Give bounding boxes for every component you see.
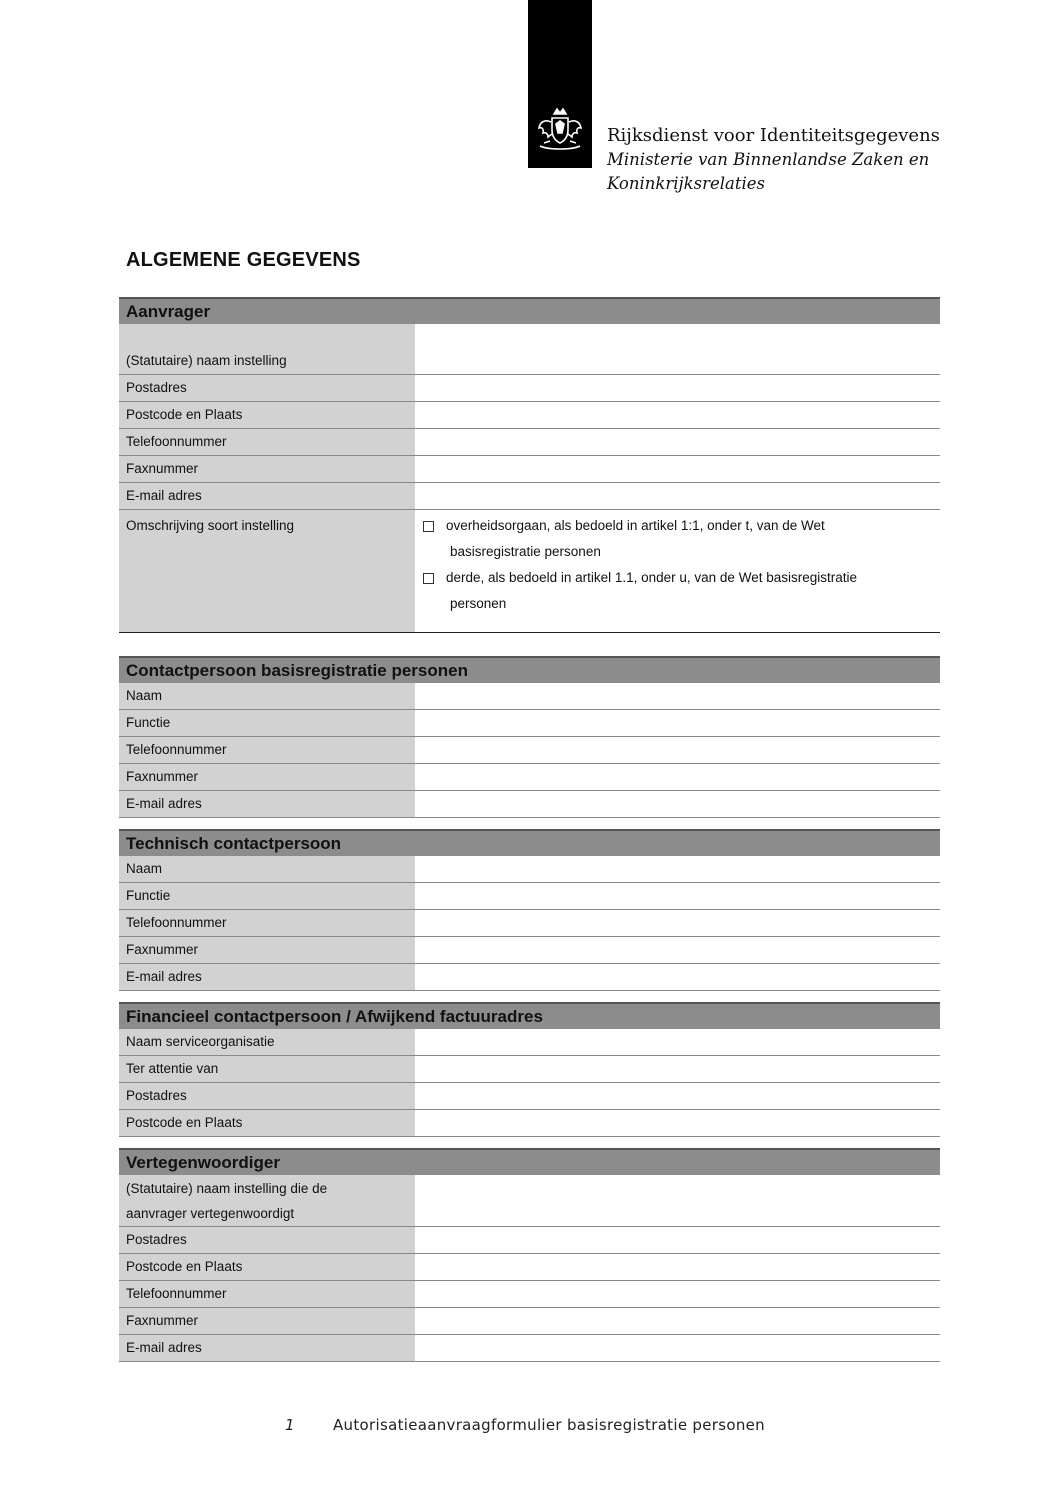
coat-of-arms-icon bbox=[534, 106, 586, 154]
logo-bar bbox=[528, 0, 592, 168]
page-title: ALGEMENE GEGEVENS bbox=[126, 249, 361, 271]
section-technisch bbox=[119, 829, 940, 991]
naam-instelling-field[interactable] bbox=[415, 1175, 940, 1226]
soort-instelling-options bbox=[415, 510, 940, 632]
telefoon-field[interactable] bbox=[415, 1281, 940, 1307]
option-overheidsorgaan[interactable] bbox=[421, 513, 940, 565]
org-line-3: Koninkrijksrelaties bbox=[607, 174, 765, 193]
field-label: E-mail adres bbox=[119, 483, 415, 509]
section-heading: Financieel contactpersoon / Afwijkend factuuradres bbox=[119, 1002, 940, 1029]
section-heading: Aanvrager bbox=[119, 297, 940, 324]
form-row-naam-instelling bbox=[119, 324, 940, 375]
form-row-fax bbox=[119, 764, 940, 791]
fax-field[interactable] bbox=[415, 764, 940, 790]
field-label: E-mail adres bbox=[119, 791, 415, 817]
option-text: overheidsorgaan, als bedoeld in artikel 1:1, onder t, van de Wet bbox=[446, 518, 825, 533]
field-label: Omschrijving soort instelling bbox=[119, 510, 415, 632]
field-label: (Statutaire) naam instelling die de aanvrager vertegenwoordigt bbox=[119, 1175, 415, 1226]
option-text: derde, als bedoeld in artikel 1.1, onder u, van de Wet basisregistratie bbox=[446, 570, 857, 585]
form-row-postcode-plaats bbox=[119, 402, 940, 429]
telefoon-field[interactable] bbox=[415, 910, 940, 936]
functie-field[interactable] bbox=[415, 710, 940, 736]
field-label: Postcode en Plaats bbox=[119, 1254, 415, 1280]
fax-field[interactable] bbox=[415, 456, 940, 482]
form-row-postadres bbox=[119, 1227, 940, 1254]
telefoon-field[interactable] bbox=[415, 737, 940, 763]
form-row-fax bbox=[119, 1308, 940, 1335]
functie-field[interactable] bbox=[415, 883, 940, 909]
form-row-naam-instelling bbox=[119, 1175, 940, 1227]
postcode-plaats-field[interactable] bbox=[415, 402, 940, 428]
option-text-continued: basisregistratie personen bbox=[450, 544, 601, 559]
form-row-email bbox=[119, 1335, 940, 1362]
field-label: E-mail adres bbox=[119, 1335, 415, 1361]
email-field[interactable] bbox=[415, 483, 940, 509]
field-label: Faxnummer bbox=[119, 937, 415, 963]
form-row-postadres bbox=[119, 375, 940, 402]
section-financieel bbox=[119, 1002, 940, 1137]
postcode-plaats-field[interactable] bbox=[415, 1110, 940, 1136]
field-label: Postadres bbox=[119, 1227, 415, 1253]
field-label: Telefoonnummer bbox=[119, 1281, 415, 1307]
field-label: E-mail adres bbox=[119, 964, 415, 990]
serviceorganisatie-field[interactable] bbox=[415, 1029, 940, 1055]
form-row-email bbox=[119, 483, 940, 510]
section-heading: Vertegenwoordiger bbox=[119, 1148, 940, 1175]
form-row-postcode-plaats bbox=[119, 1110, 940, 1137]
field-label: Postadres bbox=[119, 1083, 415, 1109]
field-label: Postcode en Plaats bbox=[119, 402, 415, 428]
section-contactpersoon bbox=[119, 656, 940, 818]
field-label: Postcode en Plaats bbox=[119, 1110, 415, 1136]
checkbox[interactable] bbox=[423, 573, 434, 584]
page-number: 1 bbox=[285, 1416, 295, 1434]
field-label: Functie bbox=[119, 883, 415, 909]
field-label: Postadres bbox=[119, 375, 415, 401]
field-label: Naam bbox=[119, 856, 415, 882]
form-row-telefoon bbox=[119, 737, 940, 764]
form-row-email bbox=[119, 964, 940, 991]
organization-name bbox=[607, 124, 940, 196]
section-heading: Contactpersoon basisregistratie personen bbox=[119, 656, 940, 683]
checkbox[interactable] bbox=[423, 521, 434, 532]
field-label: Faxnummer bbox=[119, 764, 415, 790]
field-label: Telefoonnummer bbox=[119, 910, 415, 936]
form-row-telefoon bbox=[119, 1281, 940, 1308]
section-aanvrager bbox=[119, 297, 940, 633]
naam-field[interactable] bbox=[415, 683, 940, 709]
form-row-soort-instelling bbox=[119, 510, 940, 633]
postadres-field[interactable] bbox=[415, 1083, 940, 1109]
option-text-continued: personen bbox=[450, 596, 507, 611]
field-label: Naam bbox=[119, 683, 415, 709]
postadres-field[interactable] bbox=[415, 1227, 940, 1253]
email-field[interactable] bbox=[415, 791, 940, 817]
form-row-ter-attentie bbox=[119, 1056, 940, 1083]
footer-text: Autorisatieaanvraagformulier basisregistratie personen bbox=[333, 1416, 765, 1434]
option-derde[interactable] bbox=[421, 565, 940, 617]
naam-instelling-field[interactable] bbox=[415, 324, 940, 374]
org-line-2: Ministerie van Binnenlandse Zaken en bbox=[607, 150, 930, 169]
form-row-naam bbox=[119, 683, 940, 710]
section-heading: Technisch contactpersoon bbox=[119, 829, 940, 856]
naam-field[interactable] bbox=[415, 856, 940, 882]
ter-attentie-field[interactable] bbox=[415, 1056, 940, 1082]
field-label: Faxnummer bbox=[119, 456, 415, 482]
email-field[interactable] bbox=[415, 964, 940, 990]
telefoon-field[interactable] bbox=[415, 429, 940, 455]
section-vertegenwoordiger bbox=[119, 1148, 940, 1362]
org-line-1: Rijksdienst voor Identiteitsgegevens bbox=[607, 125, 940, 146]
form-row-email bbox=[119, 791, 940, 818]
fax-field[interactable] bbox=[415, 937, 940, 963]
field-label: Faxnummer bbox=[119, 1308, 415, 1334]
form-row-functie bbox=[119, 883, 940, 910]
form-row-fax bbox=[119, 937, 940, 964]
postcode-plaats-field[interactable] bbox=[415, 1254, 940, 1280]
field-label: Ter attentie van bbox=[119, 1056, 415, 1082]
field-label: Naam serviceorganisatie bbox=[119, 1029, 415, 1055]
field-label: (Statutaire) naam instelling bbox=[119, 324, 415, 374]
email-field[interactable] bbox=[415, 1335, 940, 1361]
field-label: Telefoonnummer bbox=[119, 429, 415, 455]
field-label: Functie bbox=[119, 710, 415, 736]
form-row-functie bbox=[119, 710, 940, 737]
form-row-serviceorganisatie bbox=[119, 1029, 940, 1056]
form-row-telefoon bbox=[119, 429, 940, 456]
form-row-postcode-plaats bbox=[119, 1254, 940, 1281]
form-row-postadres bbox=[119, 1083, 940, 1110]
fax-field[interactable] bbox=[415, 1308, 940, 1334]
field-label: Telefoonnummer bbox=[119, 737, 415, 763]
form-row-fax bbox=[119, 456, 940, 483]
form-row-naam bbox=[119, 856, 940, 883]
form-row-telefoon bbox=[119, 910, 940, 937]
postadres-field[interactable] bbox=[415, 375, 940, 401]
